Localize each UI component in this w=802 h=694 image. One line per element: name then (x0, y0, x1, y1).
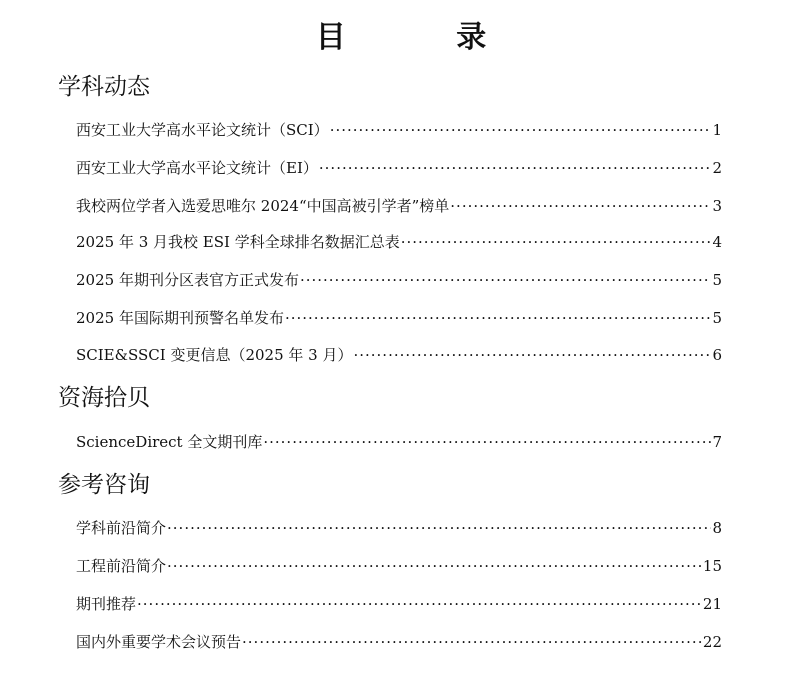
toc-entry-page: 1 (712, 121, 722, 139)
toc-entry-page: 8 (712, 519, 722, 537)
dot-leader (353, 344, 711, 366)
toc-entry[interactable] (76, 517, 722, 539)
toc-entry-title: 2025 年期刊分区表官方正式发布 (76, 271, 299, 289)
toc-entry[interactable] (76, 631, 722, 653)
toc-entry-page: 21 (702, 595, 722, 613)
dot-leader (319, 157, 712, 179)
toc-entry-title: 我校两位学者入选爱思唯尔 2024“中国高被引学者”榜单 (76, 197, 450, 215)
toc-entry-page: 22 (702, 633, 722, 651)
toc-entry-title: 2025 年国际期刊预警名单发布 (76, 309, 284, 327)
toc-entry[interactable] (76, 431, 722, 453)
toc-entry[interactable] (76, 593, 722, 615)
dot-leader (285, 307, 712, 329)
toc-entry-title: 国内外重要学术会议预告 (76, 633, 242, 651)
toc-entry-page: 15 (702, 557, 722, 575)
toc-entry-page: 2 (712, 159, 722, 177)
dot-leader (167, 555, 702, 577)
dot-leader (401, 231, 712, 253)
toc-entry[interactable] (76, 344, 722, 366)
toc-entry-title: SCIE&SSCI 变更信息（2025 年 3 月） (76, 346, 353, 364)
dot-leader (137, 593, 702, 615)
toc-entry-page: 7 (712, 433, 722, 451)
toc-entry-title: 工程前沿简介 (76, 557, 167, 575)
toc-entry[interactable] (76, 157, 722, 179)
dot-leader (242, 631, 702, 653)
toc-entry[interactable] (76, 269, 722, 291)
toc-entry-page: 5 (712, 271, 722, 289)
toc-entry-title: 西安工业大学高水平论文统计（SCI） (76, 121, 329, 139)
toc-entry-title: 西安工业大学高水平论文统计（EI） (76, 159, 318, 177)
toc-entry[interactable] (76, 195, 722, 217)
toc-entry[interactable] (76, 307, 722, 329)
toc-entry-page: 5 (712, 309, 722, 327)
dot-leader (330, 119, 712, 141)
dot-leader (263, 431, 711, 453)
toc-entry-page: 3 (712, 197, 722, 215)
toc-entry-title: 2025 年 3 月我校 ESI 学科全球排名数据汇总表 (76, 233, 400, 251)
toc-entry-page: 6 (712, 346, 722, 364)
toc-entry[interactable] (76, 555, 722, 577)
toc-entry[interactable] (76, 119, 722, 141)
dot-leader (450, 195, 711, 217)
section-heading-zihai-shibei: 资海拾贝 (58, 385, 150, 411)
toc-entry-title: ScienceDirect 全文期刊库 (76, 433, 263, 451)
toc-title: 目 录 (315, 20, 537, 55)
toc-entry[interactable] (76, 231, 722, 253)
toc-entry-page: 4 (712, 233, 722, 251)
dot-leader (300, 269, 712, 291)
toc-entry-title: 学科前沿简介 (76, 519, 167, 537)
section-heading-xueke-dongtai: 学科动态 (58, 74, 150, 100)
dot-leader (167, 517, 711, 539)
toc-entry-title: 期刊推荐 (76, 595, 137, 613)
section-heading-cankao-zixun: 参考咨询 (58, 472, 150, 498)
